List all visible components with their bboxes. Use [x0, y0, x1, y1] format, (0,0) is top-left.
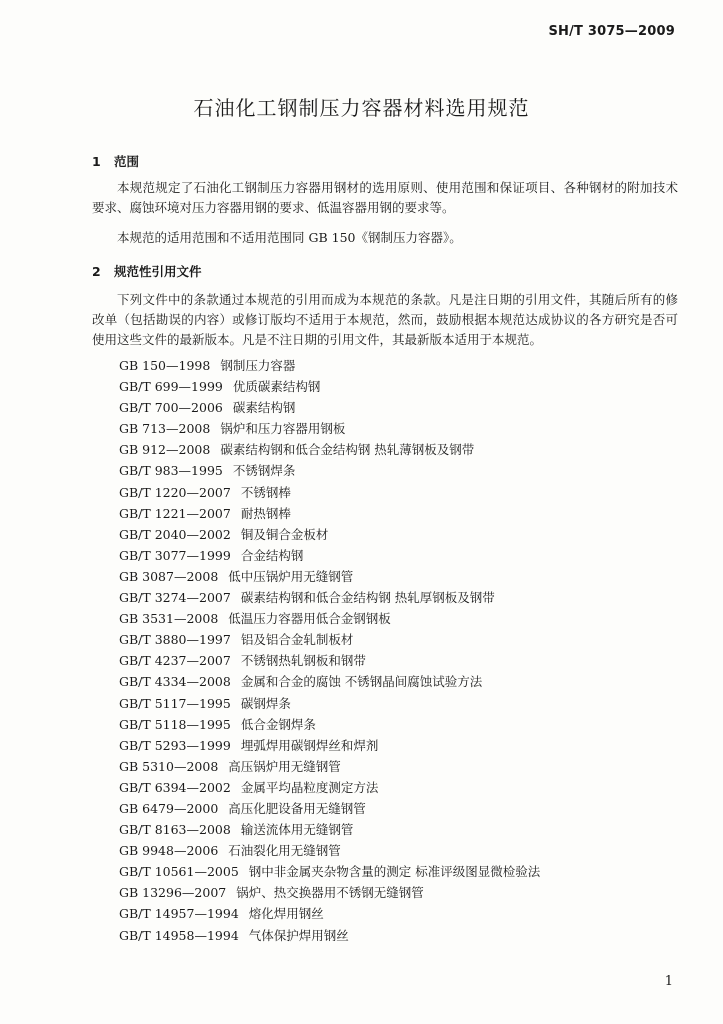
reference-item [119, 777, 540, 798]
reference-item [119, 756, 540, 777]
reference-item [119, 418, 540, 439]
reference-code: GB 713—2008 [119, 421, 211, 437]
reference-title: 锅炉和压力容器用钢板 [220, 421, 346, 437]
reference-list [119, 355, 540, 946]
reference-item [119, 882, 540, 903]
scope-paragraph-1: 本规范规定了石油化工钢制压力容器用钢材的选用原则、使用范围和保证项目、各种钢材的附加技术要求、腐蚀环境对压力容器用钢的要求、低温容器用钢的要求等。 [92, 180, 678, 215]
reference-code: GB 9948—2006 [119, 843, 219, 859]
section-number: 2 [92, 264, 101, 279]
reference-title: 碳素结构钢和低合金结构钢 热轧厚钢板及钢带 [240, 590, 495, 606]
reference-title: 高压锅炉用无缝钢管 [228, 758, 341, 774]
reference-item [119, 482, 540, 503]
reference-code: GB 5310—2008 [119, 758, 219, 774]
reference-title: 碳钢焊条 [240, 695, 291, 711]
reference-code: GB/T 1221—2007 [119, 505, 231, 521]
reference-code: GB/T 983—1995 [119, 463, 223, 479]
reference-item [119, 397, 540, 418]
references-intro-paragraph: 下列文件中的条款通过本规范的引用而成为本规范的条款。凡是注日期的引用文件，其随后所有的修改单（包括勘误的内容）或修订版均不适用于本规范，然而，鼓励根据本规范达成协议的各方研究是否可使用这些文件的最新版本。凡是不注日期的引用文件，其最新版本适用于本规范。 [92, 292, 678, 347]
reference-item [119, 693, 540, 714]
reference-code: GB 150—1998 [119, 358, 211, 373]
reference-code: GB/T 1220—2007 [119, 484, 231, 500]
reference-item [119, 460, 540, 481]
reference-title: 高压化肥设备用无缝钢管 [228, 800, 366, 816]
reference-title: 熔化焊用钢丝 [248, 906, 324, 922]
reference-code: GB/T 8163—2008 [119, 822, 231, 838]
reference-title: 耐热钢棒 [240, 505, 291, 521]
reference-code: GB 3087—2008 [119, 568, 219, 584]
section-heading-normative-references [92, 262, 202, 280]
section-number: 1 [92, 154, 101, 169]
reference-code: GB/T 5293—1999 [119, 737, 231, 753]
reference-title: 优质碳素结构钢 [232, 379, 321, 395]
reference-item [119, 629, 540, 650]
reference-title: 不锈钢热轧钢板和钢带 [240, 653, 366, 669]
document-title: 石油化工钢制压力容器材料选用规范 [193, 96, 530, 120]
reference-title: 低温压力容器用低合金钢钢板 [228, 611, 391, 627]
reference-title: 埋弧焊用碳钢焊丝和焊剂 [240, 737, 379, 753]
reference-item [119, 840, 540, 861]
reference-item [119, 735, 540, 756]
reference-title: 气体保护焊用钢丝 [248, 927, 349, 943]
reference-title: 钢中非金属夹杂物含量的测定 标准评级图显微检验法 [248, 864, 541, 880]
scope-paragraph-2: 本规范的适用范围和不适用范围同 GB 150《钢制压力容器》。 [117, 230, 462, 245]
standard-code: SH/T 3075—2009 [548, 24, 675, 39]
section-title: 规范性引用文件 [114, 264, 202, 279]
reference-title: 碳素结构钢和低合金结构钢 热轧薄钢板及钢带 [220, 442, 475, 458]
reference-code: GB/T 2040—2002 [119, 526, 231, 542]
reference-title: 不锈钢焊条 [232, 463, 296, 479]
reference-code: GB/T 14957—1994 [119, 906, 239, 922]
reference-code: GB/T 3077—1999 [119, 547, 231, 563]
reference-item [119, 524, 540, 545]
reference-code: GB/T 3880—1997 [119, 632, 231, 648]
reference-item [119, 587, 540, 608]
reference-title: 金属和合金的腐蚀 不锈钢晶间腐蚀试验方法 [240, 674, 483, 690]
reference-title: 金属平均晶粒度测定方法 [240, 779, 379, 795]
reference-item [119, 861, 540, 882]
reference-title: 铝及铝合金轧制板材 [240, 632, 354, 648]
reference-code: GB/T 5118—1995 [119, 716, 231, 732]
reference-item [119, 608, 540, 629]
reference-code: GB 6479—2000 [119, 800, 219, 816]
reference-item [119, 798, 540, 819]
reference-code: GB/T 14958—1994 [119, 927, 239, 943]
reference-item [119, 439, 540, 460]
reference-code: GB/T 4334—2008 [119, 674, 231, 690]
page-number: 1 [664, 974, 673, 989]
section-title: 范围 [114, 154, 140, 169]
reference-code: GB/T 699—1999 [119, 379, 223, 395]
reference-code: GB/T 4237—2007 [119, 653, 231, 669]
reference-item [119, 566, 540, 587]
reference-title: 低中压锅炉用无缝钢管 [228, 568, 354, 584]
reference-title: 不锈钢棒 [240, 484, 291, 500]
reference-title: 钢制压力容器 [220, 358, 296, 373]
reference-item [119, 903, 540, 924]
reference-code: GB/T 5117—1995 [119, 695, 231, 711]
reference-title: 低合金钢焊条 [240, 716, 316, 732]
reference-code: GB 3531—2008 [119, 611, 219, 627]
reference-item [119, 545, 540, 566]
reference-item [119, 819, 540, 840]
reference-item [119, 355, 540, 376]
reference-code: GB 912—2008 [119, 442, 211, 458]
reference-code: GB/T 10561—2005 [119, 864, 239, 880]
reference-code: GB/T 6394—2002 [119, 779, 231, 795]
reference-title: 石油裂化用无缝钢管 [228, 843, 341, 859]
reference-title: 铜及铜合金板材 [240, 526, 329, 542]
reference-code: GB 13296—2007 [119, 885, 227, 901]
reference-item [119, 376, 540, 397]
section-heading-scope [92, 152, 139, 170]
reference-item [119, 671, 540, 692]
reference-title: 锅炉、热交换器用不锈钢无缝钢管 [236, 885, 424, 901]
reference-item [119, 650, 540, 671]
reference-code: GB/T 3274—2007 [119, 590, 231, 606]
reference-title: 输送流体用无缝钢管 [240, 822, 354, 838]
reference-title: 合金结构钢 [240, 547, 304, 563]
reference-item [119, 714, 540, 735]
reference-code: GB/T 700—2006 [119, 400, 223, 416]
reference-item [119, 503, 540, 524]
reference-item [119, 925, 540, 946]
reference-title: 碳素结构钢 [232, 400, 296, 416]
